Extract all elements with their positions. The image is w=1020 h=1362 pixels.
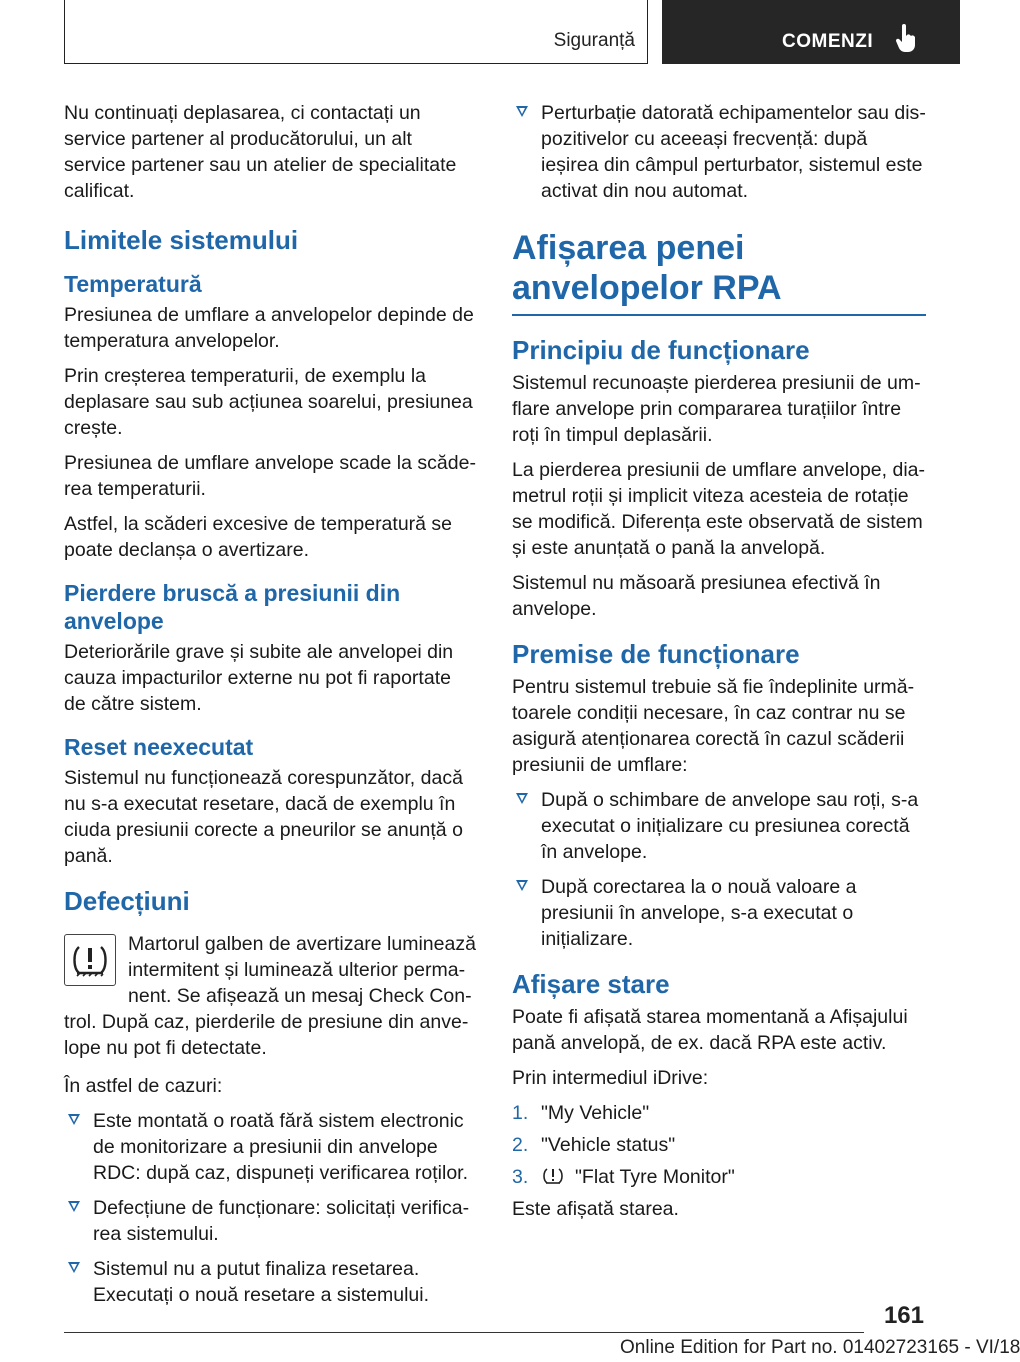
heading-prerequisites: Premise de funcționare [512,639,800,669]
pointing-hand-icon [895,24,917,52]
idrive-steps [512,1100,926,1190]
sudden-loss-paragraph: Deteriorările grave și subite ale anvelopei din cauza impacturilor externe nu pot fi raportate de către sistem. [64,641,454,715]
chapter-title: COMENZI [782,31,874,52]
header-chapter-tab[interactable] [662,0,960,64]
temperature-paragraph-4: Astfel, la scăderi excesive de temperatură se poate declanșa o avertizare. [64,513,453,561]
list-item: Perturbație datorată echipamentelor sau dispozitivelor cu aceeași frecvență: după ieșirea din câmpul perturbator, sistemul este activat din nou automat. [512,100,926,204]
heading-system-limits: Limitele sistemului [64,225,299,255]
footer-divider [64,1332,864,1333]
cases-intro: În astfel de cazuri: [64,1075,223,1097]
temperature-paragraph-2: Prin creșterea temperaturii, de exemplu la deplasare sau sub acțiunea soarelui, presiunea crește. [64,365,473,439]
faults-block [64,931,478,1061]
list-item: 3. "Flat Tyre Monitor" [512,1166,735,1188]
edition-note: Online Edition for Part no. 01402723165 - VI/18 [620,1337,1020,1358]
triangle-bullet-icon [516,106,528,117]
principle-paragraph-1: Sistemul recunoaște pierderea presiunii de umflare anvelope prin compararea turațiilor între roți în timpul deplasării. [512,372,921,446]
heading-faults: Defecțiuni [64,886,190,916]
list-item: Sistemul nu a putut finaliza resetarea. Executați o nouă resetare a sistemului. [64,1256,478,1308]
heading-flat-tyre-monitor: Afișarea penei anvelopelor RPA [512,228,926,316]
flat-tyre-icon [541,1166,565,1186]
status-paragraph-2: Prin intermediul iDrive: [512,1067,709,1089]
triangle-bullet-icon [516,880,528,891]
left-column [64,100,478,1317]
list-item: 1. "My Vehicle" [512,1102,650,1124]
prerequisites-list [512,787,926,952]
prerequisites-paragraph: Pentru sistemul trebuie să fie îndeplinite următoarele condiții necesare, în caz contrar nu se asigură atenționarea corectă în cazul scăderii presiunii de umflare: [512,676,915,776]
heading-status-display: Afișare stare [512,969,670,999]
status-paragraph-3: Este afișată starea. [512,1198,679,1220]
triangle-bullet-icon [516,793,528,804]
reset-paragraph: Sistemul nu funcționează corespunzător, dacă nu s-a executat resetare, dacă de exemplu în ciuda presiunii corecte a pneurilor se anunță o pană. [64,767,463,867]
interference-list [512,100,926,204]
temperature-paragraph-1: Presiunea de umflare a anvelopelor depinde de temperatura anvelopelor. [64,304,474,352]
list-item: 2. "Vehicle status" [512,1134,676,1156]
right-column [512,100,926,1231]
header-section-box [64,0,648,64]
tyre-pressure-warning-icon [64,934,116,986]
principle-paragraph-2: La pierderea presiunii de umflare anvelope, diametrul roții și implicit viteza acesteia de rotație se modifică. Diferența este observată de sistem și este anunțată o pană la anvelopă. [512,459,926,559]
list-item: După o schimbare de anvelope sau roți, s-a executat o inițializare cu presiunea corectă în anvelope. [512,787,926,865]
list-item: Defecțiune de funcționare: solicitați verificarea sistemului. [64,1195,478,1247]
status-paragraph-1: Poate fi afișată starea momentană a Afișajului pană anvelopă, de ex. dacă RPA este activ. [512,1006,908,1054]
cases-list [64,1108,478,1308]
heading-sudden-loss: Pierdere bruscă a presiunii din anvelope [64,580,401,634]
triangle-bullet-icon [68,1114,80,1125]
principle-paragraph-3: Sistemul nu măsoară presiunea efectivă în anvelope. [512,572,881,620]
heading-operating-principle: Principiu de funcționare [512,335,810,365]
list-item: Este montată o roată fără sistem electronic de monitorizare a presiunii din anvelope RDC: după caz, dispuneți verificarea roților. [64,1108,478,1186]
page-number: 161 [883,1302,924,1329]
triangle-bullet-icon [68,1201,80,1212]
heading-reset-not-done: Reset neexecutat [64,734,254,760]
section-title: Siguranță [553,30,635,51]
list-item: După corectarea la o nouă valoare a presiunii în anvelope, s-a executat o inițializare. [512,874,926,952]
faults-paragraph: Martorul galben de avertizare luminează intermitent și luminează ulterior permanent. Se afișează un mesaj Check Control. După caz, pierderile de presiune din anvelope nu pot fi detectate. [64,933,476,1059]
intro-paragraph: Nu continuați deplasarea, ci contactați un service partener al producătorului, un alt service partener sau un atelier de specialitate calificat. [64,102,457,202]
triangle-bullet-icon [68,1262,80,1273]
heading-temperature: Temperatură [64,271,202,297]
temperature-paragraph-3: Presiunea de umflare anvelope scade la scăderea temperaturii. [64,452,476,500]
